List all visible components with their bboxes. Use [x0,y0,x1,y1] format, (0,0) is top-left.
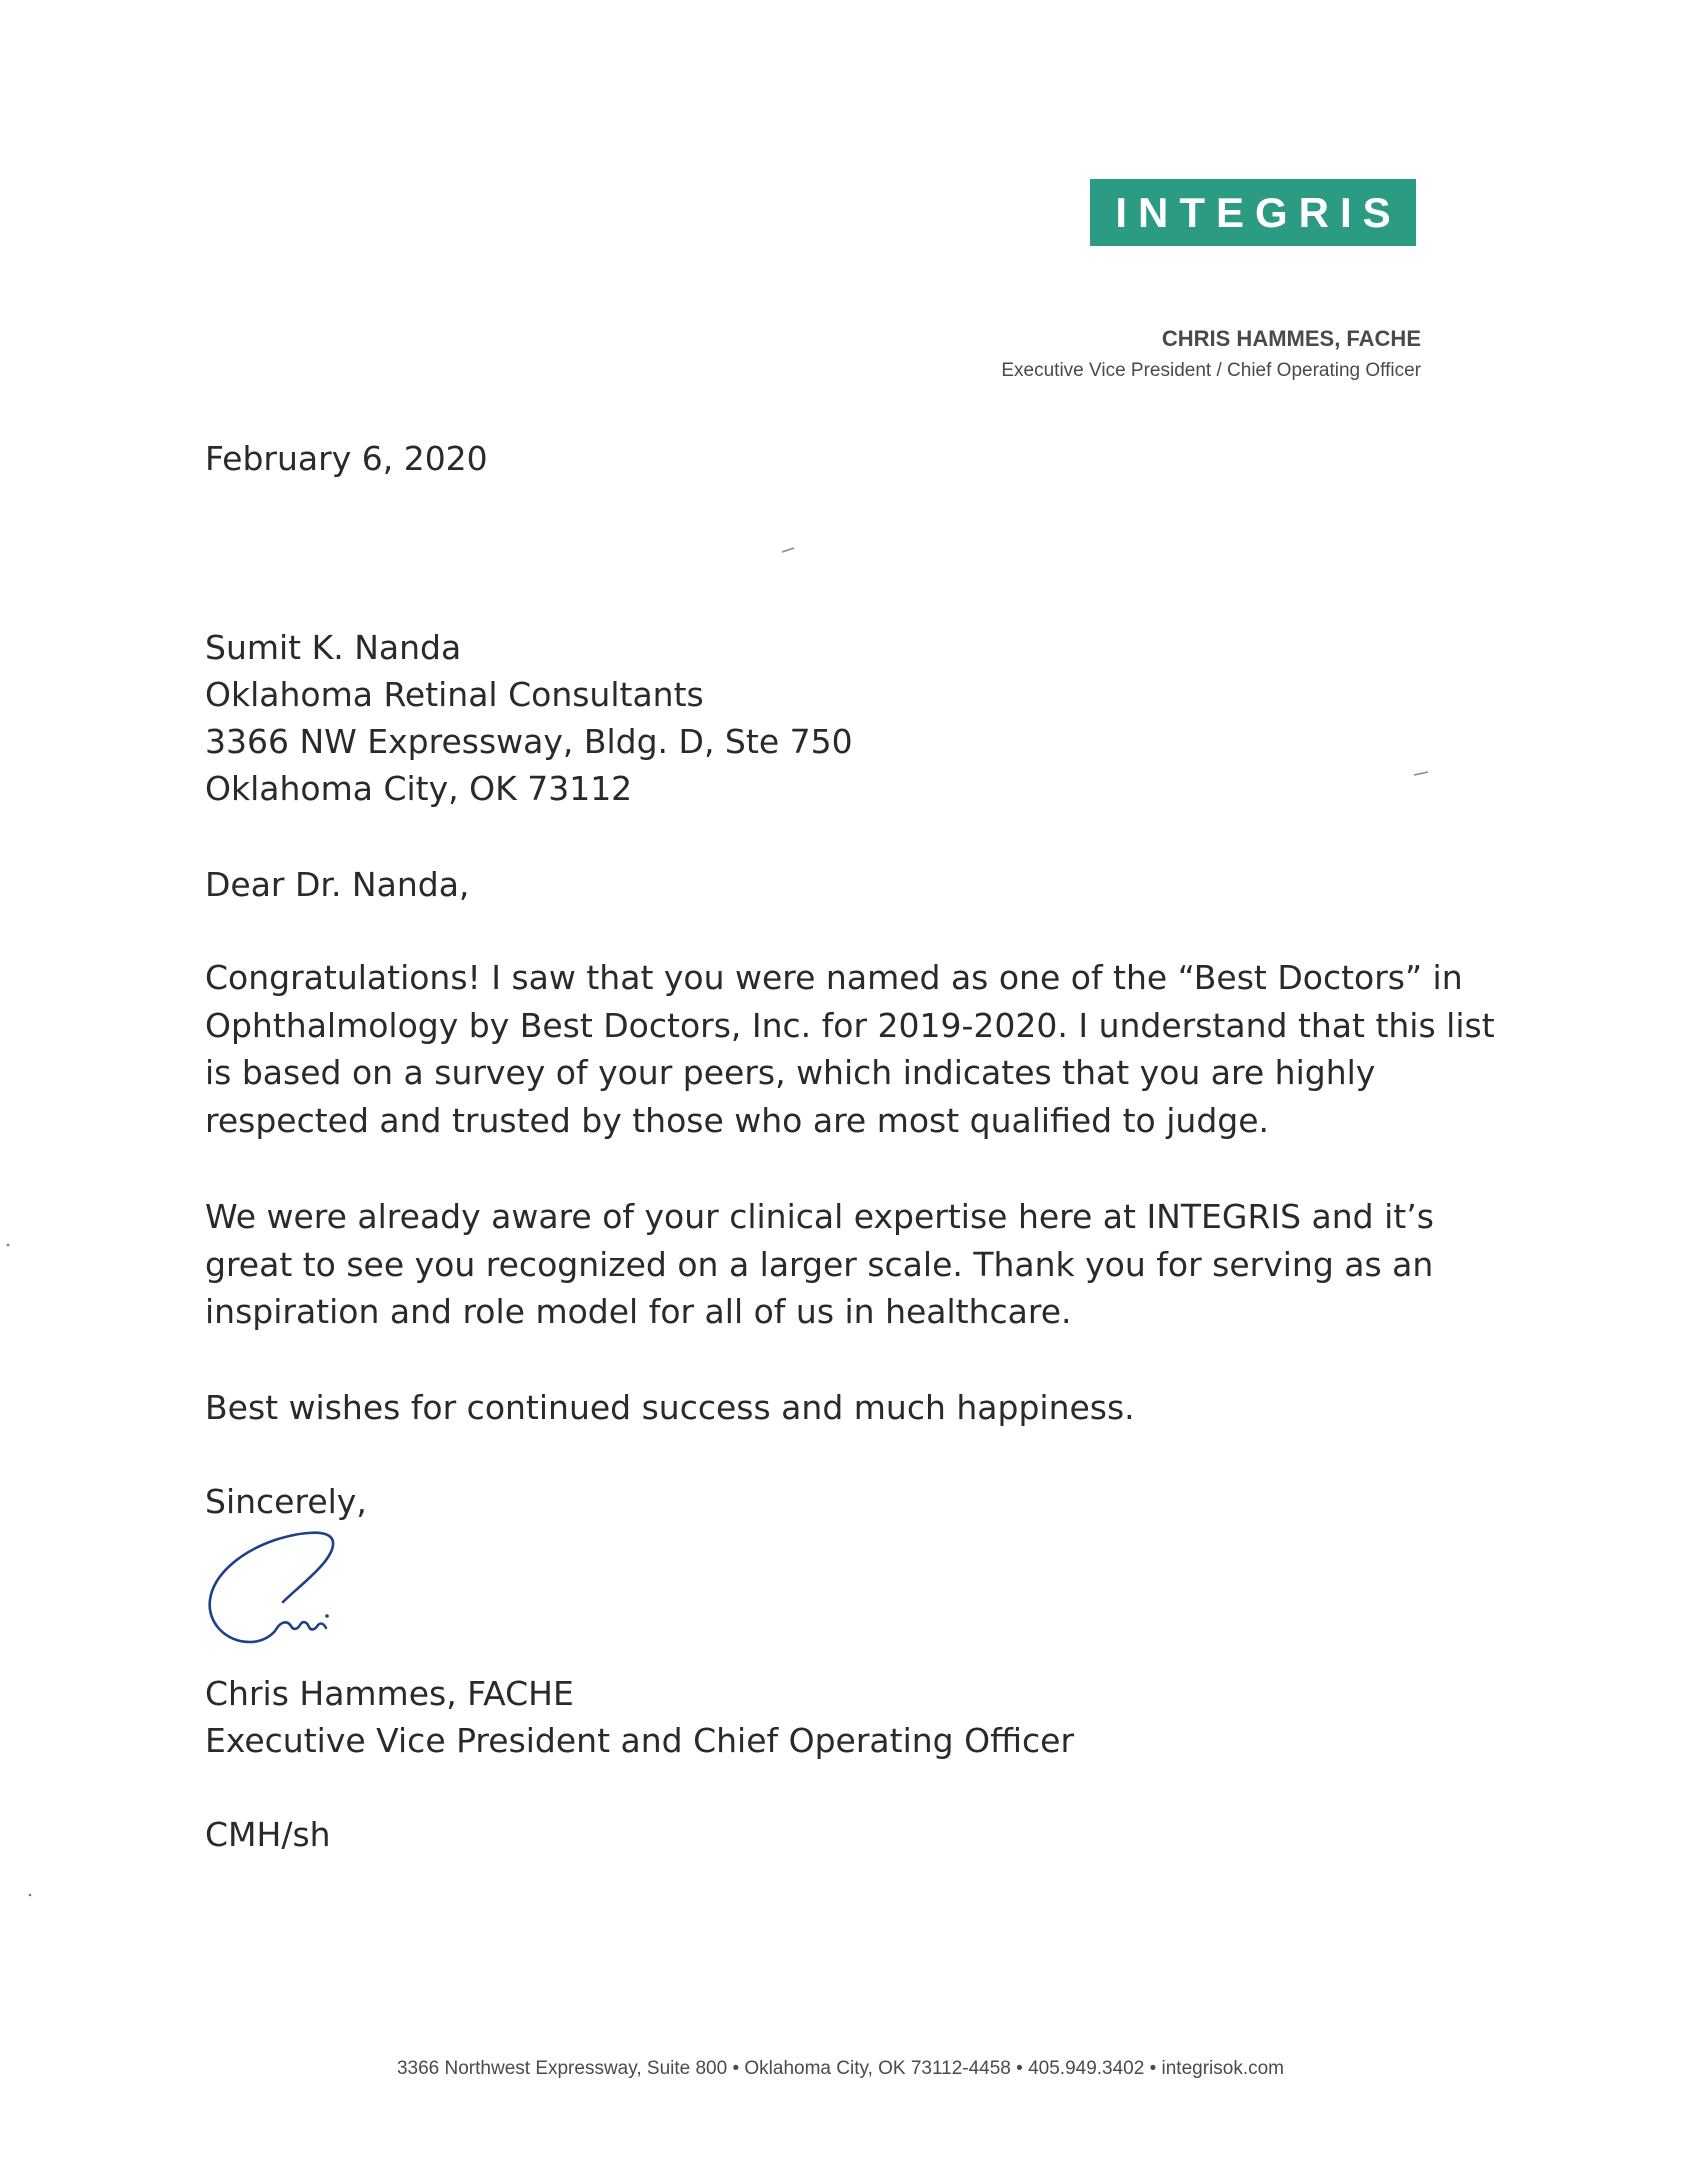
paragraph-line: inspiration and role model for all of us in healthcare. [205,1292,1072,1331]
signer-title: Executive Vice President and Chief Operating Officer [205,1721,1075,1760]
recipient-address: 3366 NW Expressway, Bldg. D, Ste 750 [205,722,853,761]
paragraph-line: Ophthalmology by Best Doctors, Inc. for 2019-2020. I understand that this list [205,1005,1495,1045]
recipient-name: Sumit K. Nanda [205,628,462,667]
logo-text: INTEGRIS [1115,188,1402,236]
closing: Sincerely, [205,1482,367,1521]
paragraph-line: respected and trusted by those who are most qualified to judge. [205,1100,1270,1140]
recipient-city: Oklahoma City, OK 73112 [205,769,633,808]
signer-name: Chris Hammes, FACHE [205,1674,574,1713]
paragraph-line: We were already aware of your clinical expertise here at INTEGRIS and it’s [205,1197,1434,1236]
letterhead-footer: 3366 Northwest Expressway, Suite 800 • Oklahoma City, OK 73112-4458 • 405.949.3402 • integrisok.com [396,2058,1285,2079]
reference-initials: CMH/sh [205,1815,331,1854]
salutation: Dear Dr. Nanda, [205,865,470,904]
paragraph-line: is based on a survey of your peers, which indicates that you are highly [205,1053,1376,1092]
sender-name-header: CHRIS HAMMES, FACHE [1161,326,1421,351]
letter-date: February 6, 2020 [205,439,488,478]
sender-title-header: Executive Vice President / Chief Operating Officer [1001,360,1421,381]
recipient-organization: Oklahoma Retinal Consultants [205,675,704,714]
paragraph-line: Best wishes for continued success and much happiness. [205,1388,1135,1427]
paragraph-line: Congratulations! I saw that you were named as one of the “Best Doctors” in [205,958,1463,997]
paragraph-line: great to see you recognized on a larger scale. Thank you for serving as an [205,1244,1434,1284]
